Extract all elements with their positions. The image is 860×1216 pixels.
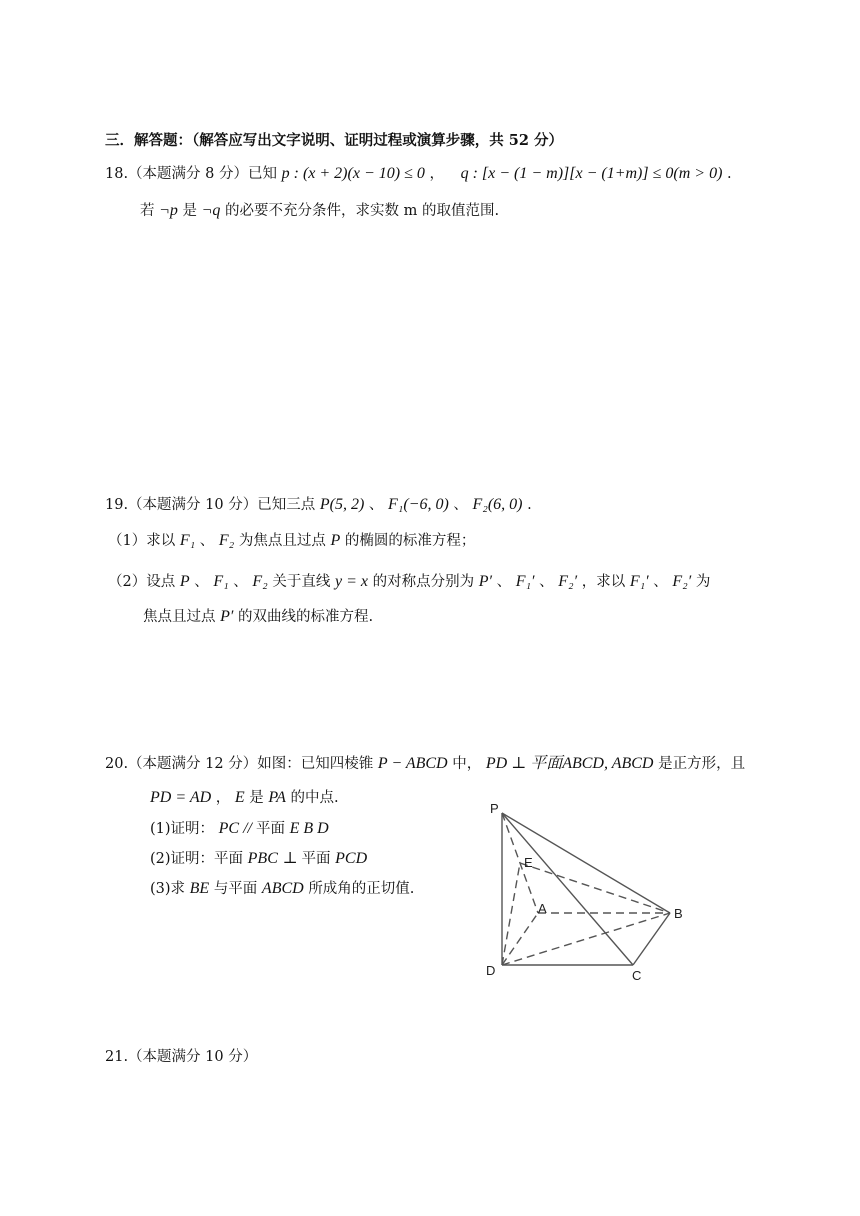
q18-line2-b: 是 <box>182 203 198 219</box>
q20-item2-b: 平面 <box>301 851 331 867</box>
q18-line1 <box>105 163 732 185</box>
label-e: E <box>524 855 533 870</box>
q20-item3-plane: ABCD <box>261 880 304 897</box>
q20-item2-p2: PCD <box>335 850 368 867</box>
q20-line2-b: 是 <box>249 790 264 806</box>
q19-line1 <box>105 494 532 516</box>
q19-part2-s1: 、 <box>194 574 209 590</box>
q19-part2-f1p2: F₁′ <box>629 573 649 590</box>
q20-item2-perp: ⊥ <box>282 850 302 867</box>
q20-item3-c: 所成角的正切值. <box>308 881 415 897</box>
q19-part2-f1p: F₁′ <box>515 573 535 590</box>
q20-item1-b: 平面 <box>256 821 285 837</box>
q19-point-f1: F₁(−6, 0) <box>388 496 449 513</box>
q19-part1-f2: F₂ <box>218 532 235 549</box>
q18-q-expr: q : [x − (1 − m)][x − (1+m)] ≤ 0(m > 0) <box>460 165 723 182</box>
q20-cond1: PD ⊥ 平面ABCD, ABCD <box>485 755 654 772</box>
q18-line2 <box>140 200 499 222</box>
q18-p-expr: p : (x + 2)(x − 10) ≤ 0 <box>281 165 425 182</box>
edge-cb <box>633 913 670 965</box>
q20-line2-pa: PA <box>268 789 286 806</box>
label-d: D <box>486 963 496 978</box>
q20-item1-expr: PC // <box>218 820 256 837</box>
q19-part1-f1: F₁ <box>179 532 196 549</box>
q20-item2-p1: PBC <box>247 850 278 867</box>
q19-part2-f1: F₁ <box>213 573 229 590</box>
q19-part1-sep: 、 <box>199 533 215 549</box>
q20-line2-sep: ， <box>215 790 231 806</box>
q19-part1-p: P <box>330 532 341 549</box>
q20-item2-a: (2)证明：平面 <box>150 851 244 867</box>
q20-line1 <box>105 753 745 775</box>
q20-tail: 是正方形，且 <box>658 756 746 772</box>
q19-sep1: 、 <box>368 497 384 513</box>
q19-part2-c: 的对称点分别为 <box>372 574 475 590</box>
q18-line2-a: 若 <box>140 203 155 219</box>
q18-end: . <box>727 166 732 182</box>
q19-part2-s4: 、 <box>539 574 554 590</box>
q20-item2 <box>150 848 367 870</box>
label-c: C <box>632 968 642 983</box>
q19-part1-a: （1）求以 <box>108 533 176 549</box>
q19-part2-line2-a: 焦点且过点 <box>143 609 216 625</box>
q20-item1-plane: E B D <box>289 820 329 837</box>
q19-part1-c: 的椭圆的标准方程； <box>344 533 476 549</box>
q19-point-f2: F₂(6, 0) <box>472 496 523 513</box>
q19-part2-f2p2: F₂′ <box>672 573 692 590</box>
q19-part2-line1 <box>108 571 710 593</box>
q18-notp: ¬p <box>159 202 178 219</box>
q21-lead: 21.（本题满分 10 分） <box>105 1049 258 1065</box>
edge-db <box>502 913 670 965</box>
q18-line2-c: 的必要不充分条件，求实数 m 的取值范围. <box>225 203 500 219</box>
q19-part2-s3: 、 <box>496 574 512 590</box>
q19-end: . <box>527 497 532 513</box>
q19-part2-s2: 、 <box>233 574 248 590</box>
q19-sep2: 、 <box>453 497 468 513</box>
q19-part2-p: P <box>179 573 190 590</box>
q19-part2-line2-b: 的双曲线的标准方程. <box>238 609 374 625</box>
q20-item3-b: 与平面 <box>213 881 258 897</box>
q20-line2-expr: PD = AD <box>150 789 212 806</box>
q19-point-p: P(5, 2) <box>319 496 365 513</box>
pyramid-figure <box>470 795 700 995</box>
q19-part2-line: y = x <box>334 573 368 590</box>
q20-mid: 中， <box>452 756 482 772</box>
q19-lead: 19.（本题满分 10 分）已知三点 <box>105 497 316 513</box>
q19-part2-a: （2）设点 <box>108 574 176 590</box>
q20-item3-be: BE <box>189 880 210 897</box>
q20-item1-a: (1)证明： <box>150 821 215 837</box>
q20-line2-e: E <box>234 789 245 806</box>
q20-line2-c: 的中点. <box>290 790 339 806</box>
q18-notq: ¬q <box>201 202 221 219</box>
q19-part2-pp: P′ <box>478 573 492 590</box>
q19-part2-d: ，求以 <box>581 574 626 590</box>
q19-part2-line2-p: P′ <box>220 608 234 625</box>
q19-part2-f2: F₂ <box>252 573 268 590</box>
q20-item3-a: (3)求 <box>150 881 186 897</box>
q18-lead: 18.（本题满分 8 分）已知 <box>105 166 278 182</box>
q20-line2 <box>150 787 339 809</box>
label-a: A <box>538 901 547 916</box>
q19-part1-b: 为焦点且过点 <box>238 533 326 549</box>
label-p: P <box>490 801 499 816</box>
q21-line1 <box>105 1046 257 1068</box>
q19-part2-b: 关于直线 <box>272 574 331 590</box>
q19-part2-s5: 、 <box>653 574 668 590</box>
q20-lead: 20.（本题满分 12 分）如图：已知四棱锥 <box>105 756 374 772</box>
section-heading <box>105 130 563 152</box>
q18-sep: ， <box>429 166 444 182</box>
q19-part2-e: 为 <box>695 574 711 590</box>
q20-pyramid: P − ABCD <box>377 755 448 772</box>
q20-item3 <box>150 878 414 900</box>
q19-part1 <box>108 530 475 552</box>
section-heading-text: 三．解答题：（解答应写出文字说明、证明过程或演算步骤，共 52 分） <box>105 132 564 149</box>
edge-de <box>502 863 520 965</box>
q19-part2-line2 <box>143 606 373 628</box>
label-b: B <box>674 906 683 921</box>
edge-da <box>502 913 538 965</box>
q19-part2-f2p: F₂′ <box>558 573 578 590</box>
q20-item1 <box>150 818 329 840</box>
edge-pc <box>502 813 633 965</box>
